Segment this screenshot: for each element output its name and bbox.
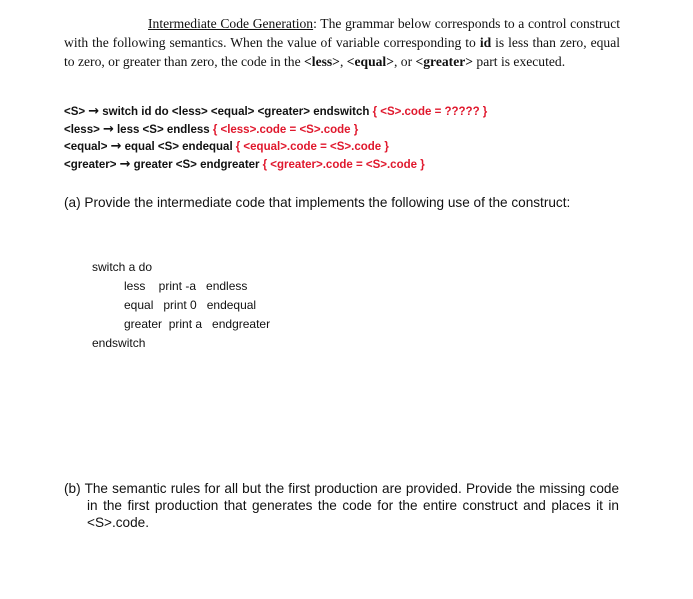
intro-paragraph (64, 14, 620, 71)
intro-sep-1: , (339, 54, 347, 69)
code-line: endswitch (92, 336, 146, 350)
less-term: <less> (304, 54, 340, 69)
question-b (64, 480, 619, 531)
arrow-icon: → (88, 104, 100, 119)
rule-rhs: less <S> endless (116, 123, 210, 136)
code-example (92, 258, 270, 353)
greater-term: <greater> (415, 54, 474, 69)
rule-lhs: <S> (64, 106, 86, 118)
code-line: switch a do (92, 260, 153, 274)
code-line: less print -a endless (124, 279, 248, 293)
code-line: equal print 0 endequal (124, 298, 257, 312)
rule-lhs: <less> (64, 123, 100, 136)
rule-rhs: switch id do <less> <equal> <greater> endswitch (102, 106, 370, 118)
rule-semantic: { <greater>.code = <S>.code } (262, 158, 425, 171)
grammar-rule (64, 156, 644, 174)
rule-lhs: <greater> (64, 158, 117, 171)
rule-semantic: { <less>.code = <S>.code } (212, 123, 359, 136)
intro-sep-2: , or (393, 54, 416, 69)
code-line: greater print a endgreater (124, 317, 271, 331)
question-a (64, 194, 619, 211)
arrow-icon: → (119, 156, 131, 172)
grammar-rule (64, 138, 644, 156)
id-keyword: id (479, 35, 492, 50)
section-title: Intermediate Code Generation (148, 16, 314, 31)
grammar-rules (64, 103, 644, 173)
question-b-label: (b) (64, 481, 81, 496)
arrow-icon: → (110, 139, 122, 154)
rule-semantic: { <equal>.code = <S>.code } (235, 141, 389, 153)
intro-text-b: is less than zero, equal to zero, or greater than zero, the code in the (64, 35, 621, 69)
rule-rhs: equal <S> endequal (124, 141, 233, 153)
intro-text-c: part is executed. (473, 54, 566, 69)
question-b-text: The semantic rules for all but the first production are provided. Provide the missing code in the first production that generates the code for the entire construct and places it in <S>.code. (84, 481, 619, 530)
rule-semantic: { <S>.code = ????? } (372, 106, 488, 118)
rule-lhs: <equal> (64, 141, 108, 153)
question-a-text: Provide the intermediate code that implements the following use of the construct: (84, 195, 571, 210)
question-a-label: (a) (64, 195, 81, 210)
intro-text-a: : The grammar below corresponds to a control construct with the following semantics. When the value of variable corresponding to (64, 16, 620, 50)
rule-rhs: greater <S> endgreater (133, 158, 260, 171)
grammar-rule (64, 103, 644, 121)
arrow-icon: → (102, 121, 114, 137)
equal-term: <equal> (346, 54, 394, 69)
grammar-rule (64, 121, 644, 139)
